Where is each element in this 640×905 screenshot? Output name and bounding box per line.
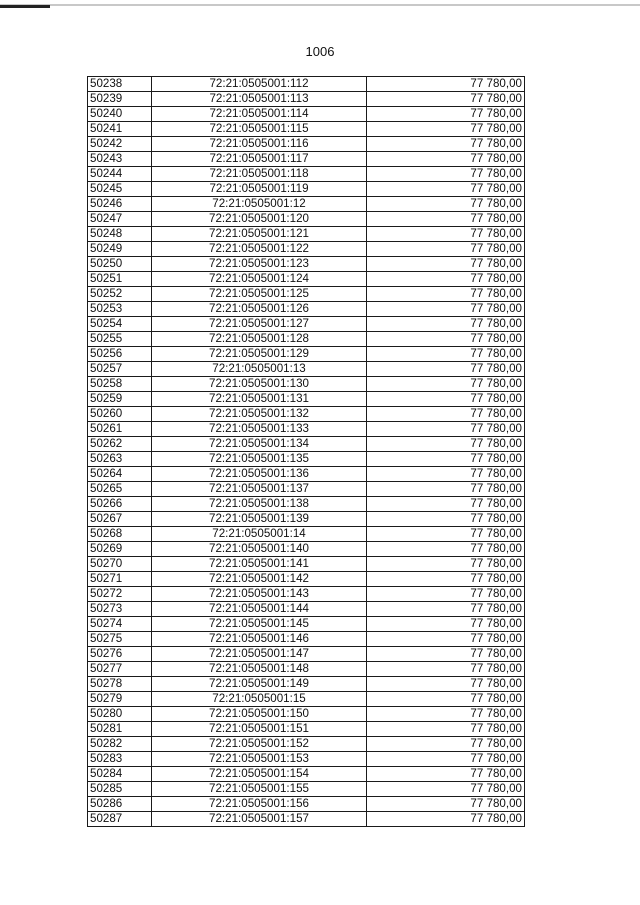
row-number-cell: 50270 [88,557,152,572]
table-row [88,812,525,827]
row-number-cell: 50281 [88,722,152,737]
cadastral-value-cell: 77 780,00 [367,767,525,782]
table-row [88,767,525,782]
table-row [88,92,525,107]
row-number-cell: 50271 [88,572,152,587]
row-number-cell: 50246 [88,197,152,212]
cadastral-value-cell: 77 780,00 [367,182,525,197]
row-number-cell: 50248 [88,227,152,242]
row-number-cell: 50257 [88,362,152,377]
row-number-cell: 50273 [88,602,152,617]
row-number-cell: 50251 [88,272,152,287]
row-number-cell: 50265 [88,482,152,497]
cadastral-value-cell: 77 780,00 [367,737,525,752]
row-number-cell: 50238 [88,77,152,92]
table-row [88,587,525,602]
row-number-cell: 50250 [88,257,152,272]
table-row [88,707,525,722]
cadastral-number-cell: 72:21:0505001:131 [152,392,367,407]
scan-edge-mark [0,5,50,8]
cadastral-number-cell: 72:21:0505001:141 [152,557,367,572]
row-number-cell: 50259 [88,392,152,407]
cadastral-value-cell: 77 780,00 [367,377,525,392]
cadastral-number-cell: 72:21:0505001:117 [152,152,367,167]
cadastral-number-cell: 72:21:0505001:147 [152,647,367,662]
row-number-cell: 50280 [88,707,152,722]
cadastral-value-cell: 77 780,00 [367,137,525,152]
cadastral-number-cell: 72:21:0505001:116 [152,137,367,152]
table-row [88,782,525,797]
cadastral-value-cell: 77 780,00 [367,707,525,722]
table-row [88,77,525,92]
table-row [88,407,525,422]
table-row [88,797,525,812]
cadastral-number-cell: 72:21:0505001:14 [152,527,367,542]
cadastral-value-cell: 77 780,00 [367,152,525,167]
table-row [88,167,525,182]
table-row [88,437,525,452]
cadastral-number-cell: 72:21:0505001:140 [152,542,367,557]
table-row [88,632,525,647]
table-row [88,182,525,197]
cadastral-value-cell: 77 780,00 [367,467,525,482]
row-number-cell: 50284 [88,767,152,782]
cadastral-number-cell: 72:21:0505001:134 [152,437,367,452]
cadastral-number-cell: 72:21:0505001:136 [152,467,367,482]
table-row [88,557,525,572]
cadastral-value-cell: 77 780,00 [367,647,525,662]
row-number-cell: 50269 [88,542,152,557]
cadastral-value-cell: 77 780,00 [367,197,525,212]
cadastral-number-cell: 72:21:0505001:114 [152,107,367,122]
table-row [88,662,525,677]
table-row [88,467,525,482]
register-table [87,76,525,827]
row-number-cell: 50278 [88,677,152,692]
row-number-cell: 50239 [88,92,152,107]
cadastral-value-cell: 77 780,00 [367,617,525,632]
cadastral-number-cell: 72:21:0505001:121 [152,227,367,242]
cadastral-number-cell: 72:21:0505001:139 [152,512,367,527]
cadastral-number-cell: 72:21:0505001:115 [152,122,367,137]
cadastral-number-cell: 72:21:0505001:153 [152,752,367,767]
cadastral-number-cell: 72:21:0505001:144 [152,602,367,617]
cadastral-value-cell: 77 780,00 [367,212,525,227]
row-number-cell: 50264 [88,467,152,482]
table-row [88,137,525,152]
cadastral-value-cell: 77 780,00 [367,437,525,452]
row-number-cell: 50255 [88,332,152,347]
cadastral-number-cell: 72:21:0505001:132 [152,407,367,422]
cadastral-number-cell: 72:21:0505001:127 [152,317,367,332]
table-row [88,107,525,122]
cadastral-value-cell: 77 780,00 [367,332,525,347]
table-row [88,257,525,272]
row-number-cell: 50276 [88,647,152,662]
cadastral-value-cell: 77 780,00 [367,362,525,377]
cadastral-number-cell: 72:21:0505001:148 [152,662,367,677]
table-row [88,422,525,437]
cadastral-number-cell: 72:21:0505001:120 [152,212,367,227]
cadastral-value-cell: 77 780,00 [367,287,525,302]
cadastral-value-cell: 77 780,00 [367,542,525,557]
table-row [88,482,525,497]
cadastral-number-cell: 72:21:0505001:142 [152,572,367,587]
page-number: 1006 [305,44,335,59]
table-row [88,752,525,767]
row-number-cell: 50244 [88,167,152,182]
table-row [88,617,525,632]
cadastral-number-cell: 72:21:0505001:122 [152,242,367,257]
table-row [88,572,525,587]
table-row [88,362,525,377]
cadastral-value-cell: 77 780,00 [367,317,525,332]
table-row [88,512,525,527]
cadastral-number-cell: 72:21:0505001:145 [152,617,367,632]
cadastral-number-cell: 72:21:0505001:146 [152,632,367,647]
row-number-cell: 50261 [88,422,152,437]
table-row [88,527,525,542]
cadastral-number-cell: 72:21:0505001:154 [152,767,367,782]
row-number-cell: 50266 [88,497,152,512]
cadastral-value-cell: 77 780,00 [367,497,525,512]
cadastral-number-cell: 72:21:0505001:112 [152,77,367,92]
cadastral-number-cell: 72:21:0505001:13 [152,362,367,377]
table-row [88,332,525,347]
row-number-cell: 50275 [88,632,152,647]
cadastral-number-cell: 72:21:0505001:155 [152,782,367,797]
register-table-body [88,77,525,827]
cadastral-number-cell: 72:21:0505001:151 [152,722,367,737]
cadastral-value-cell: 77 780,00 [367,512,525,527]
cadastral-number-cell: 72:21:0505001:138 [152,497,367,512]
row-number-cell: 50252 [88,287,152,302]
row-number-cell: 50258 [88,377,152,392]
cadastral-value-cell: 77 780,00 [367,392,525,407]
row-number-cell: 50241 [88,122,152,137]
row-number-cell: 50285 [88,782,152,797]
cadastral-number-cell: 72:21:0505001:129 [152,347,367,362]
row-number-cell: 50279 [88,692,152,707]
cadastral-number-cell: 72:21:0505001:135 [152,452,367,467]
cadastral-number-cell: 72:21:0505001:157 [152,812,367,827]
cadastral-number-cell: 72:21:0505001:126 [152,302,367,317]
row-number-cell: 50287 [88,812,152,827]
cadastral-number-cell: 72:21:0505001:130 [152,377,367,392]
cadastral-value-cell: 77 780,00 [367,572,525,587]
cadastral-number-cell: 72:21:0505001:137 [152,482,367,497]
cadastral-value-cell: 77 780,00 [367,557,525,572]
cadastral-value-cell: 77 780,00 [367,227,525,242]
cadastral-number-cell: 72:21:0505001:152 [152,737,367,752]
cadastral-value-cell: 77 780,00 [367,602,525,617]
row-number-cell: 50268 [88,527,152,542]
table-row [88,227,525,242]
cadastral-value-cell: 77 780,00 [367,347,525,362]
row-number-cell: 50260 [88,407,152,422]
row-number-cell: 50274 [88,617,152,632]
row-number-cell: 50267 [88,512,152,527]
row-number-cell: 50253 [88,302,152,317]
row-number-cell: 50243 [88,152,152,167]
cadastral-value-cell: 77 780,00 [367,407,525,422]
row-number-cell: 50282 [88,737,152,752]
row-number-cell: 50242 [88,137,152,152]
cadastral-value-cell: 77 780,00 [367,107,525,122]
table-row [88,677,525,692]
cadastral-value-cell: 77 780,00 [367,422,525,437]
cadastral-value-cell: 77 780,00 [367,587,525,602]
cadastral-number-cell: 72:21:0505001:119 [152,182,367,197]
table-row [88,302,525,317]
cadastral-number-cell: 72:21:0505001:143 [152,587,367,602]
table-row [88,647,525,662]
cadastral-number-cell: 72:21:0505001:156 [152,797,367,812]
cadastral-value-cell: 77 780,00 [367,692,525,707]
table-row [88,737,525,752]
cadastral-number-cell: 72:21:0505001:15 [152,692,367,707]
table-row [88,602,525,617]
cadastral-number-cell: 72:21:0505001:150 [152,707,367,722]
cadastral-value-cell: 77 780,00 [367,752,525,767]
cadastral-value-cell: 77 780,00 [367,482,525,497]
cadastral-number-cell: 72:21:0505001:123 [152,257,367,272]
table-row [88,197,525,212]
cadastral-value-cell: 77 780,00 [367,302,525,317]
cadastral-value-cell: 77 780,00 [367,662,525,677]
table-row [88,317,525,332]
cadastral-number-cell: 72:21:0505001:133 [152,422,367,437]
cadastral-value-cell: 77 780,00 [367,77,525,92]
table-row [88,497,525,512]
cadastral-value-cell: 77 780,00 [367,257,525,272]
cadastral-value-cell: 77 780,00 [367,167,525,182]
cadastral-value-cell: 77 780,00 [367,782,525,797]
table-row [88,452,525,467]
table-row [88,347,525,362]
row-number-cell: 50283 [88,752,152,767]
row-number-cell: 50249 [88,242,152,257]
cadastral-value-cell: 77 780,00 [367,272,525,287]
cadastral-number-cell: 72:21:0505001:113 [152,92,367,107]
cadastral-value-cell: 77 780,00 [367,242,525,257]
cadastral-value-cell: 77 780,00 [367,452,525,467]
cadastral-number-cell: 72:21:0505001:12 [152,197,367,212]
cadastral-number-cell: 72:21:0505001:128 [152,332,367,347]
cadastral-value-cell: 77 780,00 [367,122,525,137]
row-number-cell: 50272 [88,587,152,602]
cadastral-number-cell: 72:21:0505001:118 [152,167,367,182]
cadastral-value-cell: 77 780,00 [367,92,525,107]
cadastral-value-cell: 77 780,00 [367,527,525,542]
table-row [88,722,525,737]
table-row [88,287,525,302]
scan-edge-line [0,4,640,6]
row-number-cell: 50277 [88,662,152,677]
row-number-cell: 50286 [88,797,152,812]
cadastral-number-cell: 72:21:0505001:125 [152,287,367,302]
cadastral-value-cell: 77 780,00 [367,722,525,737]
table-row [88,692,525,707]
cadastral-number-cell: 72:21:0505001:149 [152,677,367,692]
row-number-cell: 50262 [88,437,152,452]
table-row [88,392,525,407]
row-number-cell: 50245 [88,182,152,197]
table-row [88,242,525,257]
table-row [88,272,525,287]
table-row [88,212,525,227]
cadastral-value-cell: 77 780,00 [367,797,525,812]
cadastral-value-cell: 77 780,00 [367,632,525,647]
table-row [88,122,525,137]
row-number-cell: 50247 [88,212,152,227]
table-row [88,542,525,557]
row-number-cell: 50240 [88,107,152,122]
cadastral-value-cell: 77 780,00 [367,677,525,692]
row-number-cell: 50263 [88,452,152,467]
cadastral-value-cell: 77 780,00 [367,812,525,827]
table-row [88,152,525,167]
cadastral-number-cell: 72:21:0505001:124 [152,272,367,287]
row-number-cell: 50256 [88,347,152,362]
row-number-cell: 50254 [88,317,152,332]
table-row [88,377,525,392]
